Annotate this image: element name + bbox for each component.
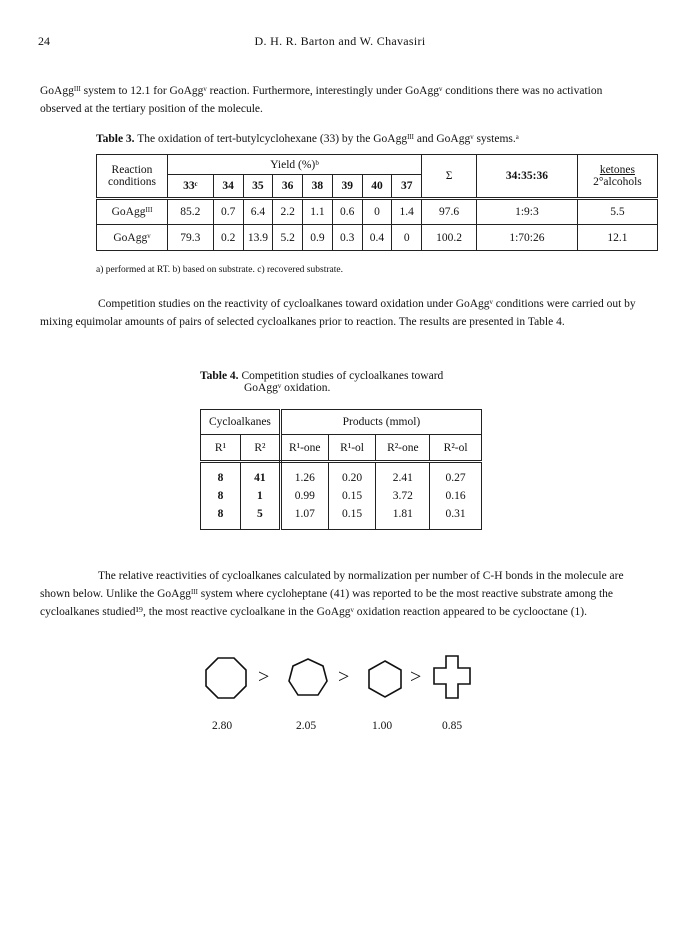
table4-caption — [200, 370, 530, 394]
table4-r2-cell: 5 — [257, 508, 263, 520]
table4-header-row-1 — [201, 410, 482, 435]
table3-caption-text: The oxidation of tert-butylcyclohexane (33) by the GoAggᴵᴵᴵ and GoAggᵛ systems.ᵃ — [137, 133, 519, 145]
table3-yield-cell: 0.9 — [303, 225, 333, 251]
table3-compound-header: 36 — [273, 175, 303, 199]
table4-r1-cell: 8 — [217, 472, 224, 484]
table4-r1-cell: 8 — [217, 490, 224, 502]
paragraph-1: GoAggᴵᴵᴵ system to 12.1 for GoAggᵛ reaction. Furthermore, interestingly under GoAggᵛ conditions there was no activation observed at the tertiary position of the molecule. — [40, 85, 603, 115]
table4-value-cell: 0.31 — [445, 508, 466, 520]
running-title: D. H. R. Barton and W. Chavasiri — [254, 34, 426, 48]
cycloheptane-structure — [287, 658, 329, 698]
table3-yield-cell: 0.7 — [213, 199, 243, 225]
table4-r2ol-column — [430, 462, 482, 530]
table3-condition-cell: GoAggᴵᴵᴵ — [97, 199, 168, 225]
table4-value-cell: 0.27 — [445, 472, 466, 484]
table3-compound-header: 37 — [392, 175, 422, 199]
cyclododecane-structure — [432, 654, 472, 700]
table4-r2one-column — [376, 462, 430, 530]
table4-r1-header: R¹ — [201, 435, 241, 462]
table3-compound-header: 40 — [362, 175, 392, 199]
table3-condition-cell: GoAggᵛ — [97, 225, 168, 251]
table4-r2ol-header: R²-ol — [430, 435, 482, 462]
table4-value-cell: 1.26 — [294, 472, 315, 484]
table4-value-cell: 0.15 — [342, 508, 363, 520]
table3-yield-cell: 1.4 — [392, 199, 422, 225]
reactivity-value: 1.00 — [372, 720, 393, 732]
table3-sigma-header: Σ — [422, 155, 477, 199]
table3-ketones-cell: 5.5 — [577, 199, 657, 225]
table3-yield-header: Yield (%)ᵇ — [167, 155, 421, 175]
table4-r1-column — [201, 462, 241, 530]
table3-row — [97, 199, 658, 225]
table4-r2-cell: 41 — [254, 472, 266, 484]
table4-r2-cell: 1 — [257, 490, 263, 502]
table3-yield-cell: 0.6 — [332, 199, 362, 225]
table3-yield-cell: 5.2 — [273, 225, 303, 251]
table4-value-cell: 0.99 — [294, 490, 315, 502]
table4-value-cell: 3.72 — [392, 490, 413, 502]
table3-ratio-cell: 1:70:26 — [477, 225, 578, 251]
greater-than-sign: > — [258, 666, 270, 688]
table4-r2one-header: R²-one — [376, 435, 430, 462]
table4-value-cell: 1.07 — [294, 508, 315, 520]
table3-sigma-cell: 97.6 — [422, 199, 477, 225]
table4-value-cell: 0.15 — [342, 490, 363, 502]
table3-ketones-cell: 12.1 — [577, 225, 657, 251]
table3-alcohols-label: 2°alcohols — [593, 176, 642, 188]
table3-yield-cell: 79.3 — [167, 225, 213, 251]
table3-yield-cell: 13.9 — [243, 225, 273, 251]
table3-ratio-header: 34:35:36 — [477, 155, 578, 199]
greater-than-sign: > — [338, 666, 350, 688]
table3-compound-header: 39 — [332, 175, 362, 199]
table4-cycloalkanes-header: Cycloalkanes — [201, 410, 281, 435]
table4-caption-label: Table 4. — [200, 370, 239, 382]
table3-compound-header: 35 — [243, 175, 273, 199]
table3-ratio-cell: 1:9:3 — [477, 199, 578, 225]
paragraph-3: The relative reactivities of cycloalkanes calculated by normalization per number of C-H bonds in the molecule are shown below. Unlike the GoAggᴵᴵᴵ system where cycloheptane (41) was reported to be the most reactive substrate among the cycloalkanes studied¹⁹, the most reactive cycloalkane in the GoAggᵛ oxidation reaction appeared to be cyclooctane (1). — [40, 570, 624, 618]
table3-compound-header: 34 — [213, 175, 243, 199]
table4-products-header: Products (mmol) — [280, 410, 481, 435]
table4-r2-header: R² — [240, 435, 280, 462]
table4-value-cell: 0.16 — [445, 490, 466, 502]
table3-yield-cell: 2.2 — [273, 199, 303, 225]
table4-r1one-column — [280, 462, 328, 530]
table3-sigma-cell: 100.2 — [422, 225, 477, 251]
table3-yield-cell: 0 — [392, 225, 422, 251]
table3 — [96, 154, 658, 251]
table3-compound-header: 33ᶜ — [167, 175, 213, 199]
table4-r1-cell: 8 — [217, 508, 224, 520]
table4-caption-line2: GoAggᵛ oxidation. — [244, 382, 331, 394]
table3-yield-cell: 6.4 — [243, 199, 273, 225]
table3-header-row-1 — [97, 155, 658, 175]
paragraph-2: Competition studies on the reactivity of cycloalkanes toward oxidation under GoAggᵛ conditions were carried out by mixing equimolar amounts of pairs of selected cycloalkanes prior to reaction. The results are presented in Table 4. — [40, 298, 636, 328]
table4-value-cell: 0.20 — [342, 472, 363, 484]
reactivity-value: 2.05 — [296, 720, 317, 732]
table4-r1ol-column — [328, 462, 376, 530]
table3-row — [97, 225, 658, 251]
greater-than-sign: > — [410, 666, 422, 688]
table3-compound-header: 38 — [303, 175, 333, 199]
table4-value-cell: 1.81 — [392, 508, 413, 520]
table4-value-cell: 2.41 — [392, 472, 413, 484]
table4-body-row — [201, 462, 482, 530]
table3-ketones-label: ketones — [599, 164, 635, 176]
table4-r1one-header: R¹-one — [280, 435, 328, 462]
table3-conditions-header: Reaction conditions — [97, 155, 168, 199]
table3-yield-cell: 0.3 — [332, 225, 362, 251]
table3-caption-label: Table 3. — [96, 133, 135, 145]
table3-yield-cell: 0 — [362, 199, 392, 225]
table3-yield-cell: 1.1 — [303, 199, 333, 225]
reactivity-value: 2.80 — [212, 720, 233, 732]
table4-header-row-2 — [201, 435, 482, 462]
table3-caption — [96, 133, 656, 145]
page-number: 24 — [38, 34, 50, 48]
table4-r2-column — [240, 462, 280, 530]
table3-yield-cell: 85.2 — [167, 199, 213, 225]
table3-footnote: a) performed at RT. b) based on substrate. c) recovered substrate. — [96, 265, 343, 275]
cyclooctane-structure — [204, 656, 248, 700]
table3-yield-cell: 0.4 — [362, 225, 392, 251]
table3-yield-cell: 0.2 — [213, 225, 243, 251]
table4-r1ol-header: R¹-ol — [328, 435, 376, 462]
table4-caption-line1: Competition studies of cycloalkanes toward — [241, 370, 444, 382]
cyclohexane-structure — [366, 660, 404, 698]
table4 — [200, 409, 482, 530]
reactivity-value: 0.85 — [442, 720, 463, 732]
table3-ketones-alcohols-header — [577, 155, 657, 199]
